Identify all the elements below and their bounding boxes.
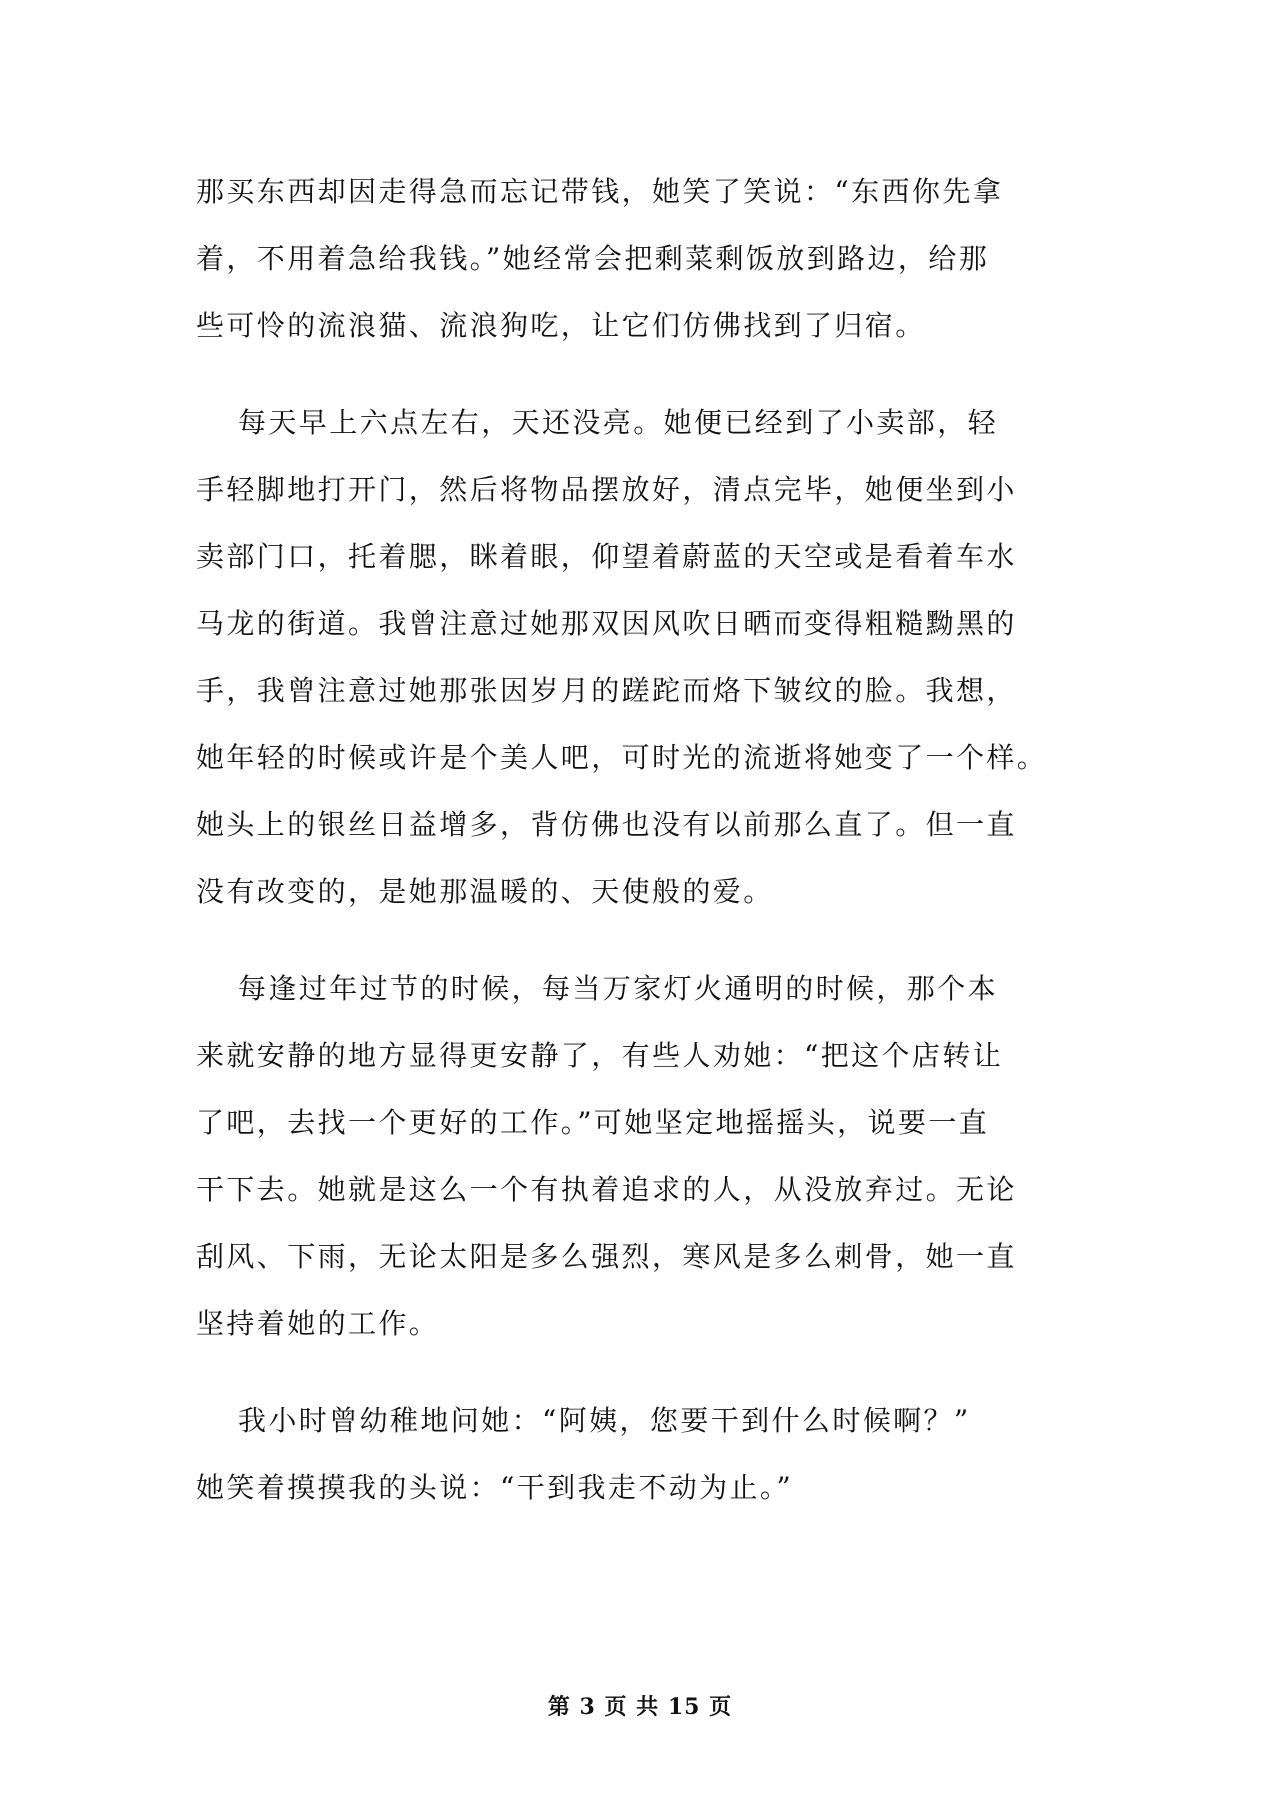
text-line: 些可怜的流浪猫、流浪狗吃，让它们仿佛找到了归宿。	[196, 309, 926, 342]
text-line: 刮风、下雨，无论太阳是多么强烈，寒风是多么刺骨，她一直	[196, 1240, 1017, 1273]
text-line: 马龙的街道。我曾注意过她那双因风吹日晒而变得粗糙黝黑的	[196, 607, 1017, 640]
text-line: 没有改变的，是她那温暖的、天使般的爱。	[196, 875, 774, 908]
text-line: 每逢过年过节的时候，每当万家灯火通明的时候，那个本	[238, 972, 999, 1005]
paragraph-3	[196, 955, 1096, 1357]
page-number-footer: 第 3 页 共 15 页	[547, 1694, 733, 1720]
text-line: 每天早上六点左右，天还没亮。她便已经到了小卖部，轻	[238, 406, 999, 439]
text-line: 那买东西却因走得急而忘记带钱，她笑了笑说：“东西你先拿	[196, 175, 1004, 208]
text-line: 手轻脚地打开门，然后将物品摆放好，清点完毕，她便坐到小	[196, 473, 1017, 506]
text-line: 来就安静的地方显得更安静了，有些人劝她：“把这个店转让	[196, 1039, 1004, 1072]
text-line: 手，我曾注意过她那张因岁月的蹉跎而烙下皱纹的脸。我想，	[196, 674, 1017, 707]
text-line: 着，不用着急给我钱。”她经常会把剩菜剩饭放到路边，给那	[196, 242, 990, 275]
paragraph-1	[196, 158, 1096, 359]
text-line: 干下去。她就是这么一个有执着追求的人，从没放弃过。无论	[196, 1173, 1017, 1206]
text-line: 坚持着她的工作。	[196, 1307, 440, 1340]
text-line: 了吧，去找一个更好的工作。”可她坚定地摇摇头，说要一直	[196, 1106, 990, 1139]
text-line: 她年轻的时候或许是个美人吧，可时光的流逝将她变了一个样。	[196, 741, 1048, 774]
paragraph-4	[196, 1387, 1096, 1521]
body-text	[196, 158, 1096, 1521]
text-line: 卖部门口，托着腮，眯着眼，仰望着蔚蓝的天空或是看着车水	[196, 540, 1017, 573]
text-line: 我小时曾幼稚地问她：“阿姨，您要干到什么时候啊？”	[238, 1404, 971, 1437]
text-line: 她头上的银丝日益增多，背仿佛也没有以前那么直了。但一直	[196, 808, 1017, 841]
paragraph-2	[196, 389, 1096, 925]
text-line: 她笑着摸摸我的头说：“干到我走不动为止。”	[196, 1471, 794, 1504]
